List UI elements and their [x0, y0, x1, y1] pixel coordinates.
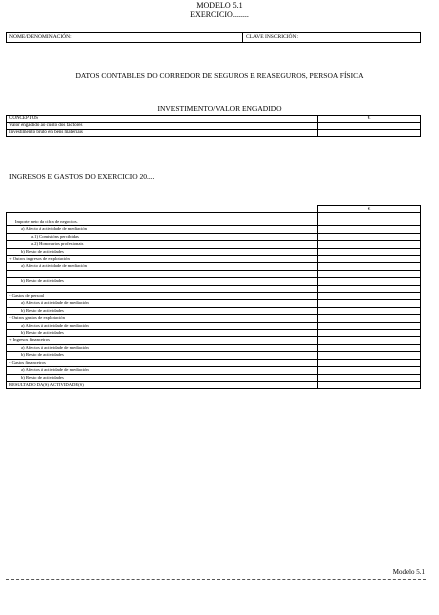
footer-dashed-rule: [6, 579, 426, 580]
income-row: [7, 263, 421, 270]
income-amount-cell[interactable]: [318, 374, 421, 381]
income-row-label: b) Resto de actividades: [7, 248, 318, 255]
footer-model-label: Modelo 5.1: [392, 568, 425, 576]
income-amount-cell[interactable]: [318, 307, 421, 314]
income-row-label: + Ingresos financeiros: [7, 337, 318, 344]
income-row: [7, 359, 421, 366]
income-row: [7, 307, 421, 314]
form-exercise-title: EXERCICIO........: [190, 10, 249, 19]
income-row: [7, 278, 421, 285]
income-amount-cell[interactable]: [318, 278, 421, 285]
income-amount-cell[interactable]: [318, 381, 421, 388]
investment-currency-header: €: [318, 116, 421, 123]
income-row-label: - Gastos de persoal: [7, 293, 318, 300]
main-title: DATOS CONTABLES DO CORREDOR DE SEGUROS E REASEGUROS, PERSOA FÍSICA: [75, 71, 364, 80]
income-amount-cell[interactable]: [318, 352, 421, 359]
income-amount-cell[interactable]: [318, 330, 421, 337]
income-row-label: b) Resto de actividades: [7, 307, 318, 314]
income-amount-cell[interactable]: [318, 337, 421, 344]
investment-concepts-header: CONCEPTOS: [7, 116, 318, 123]
income-amount-cell[interactable]: [318, 344, 421, 351]
income-row: [7, 256, 421, 263]
income-row-label: [7, 285, 318, 292]
income-row-label: a) Afectos á actividade de mediación: [7, 322, 318, 329]
investment-table: [6, 115, 421, 137]
investment-section-title: INVESTIMENTO/VALOR ENGADIDO: [157, 104, 282, 113]
income-row: [7, 322, 421, 329]
income-row: [7, 233, 421, 240]
investment-value-cell[interactable]: [318, 130, 421, 137]
investment-row: [7, 123, 421, 130]
investment-value-cell[interactable]: [318, 123, 421, 130]
income-row-label: a) Afectos á actividade de mediación: [7, 300, 318, 307]
income-amount-cell[interactable]: [318, 256, 421, 263]
income-row-label: a) Afecto á actividade de mediación: [7, 263, 318, 270]
income-row: [7, 213, 421, 226]
income-row-label: - Gastos financeiros: [7, 359, 318, 366]
income-row-label: a.1) Comisións percibidas: [7, 233, 318, 240]
income-row-label: - Outros gastos de explotación: [7, 315, 318, 322]
income-amount-cell[interactable]: [318, 233, 421, 240]
investment-row-label: Investimento bruto en bens materiais: [7, 130, 318, 137]
income-row-label: Importe neto da cifra de negocios.: [7, 213, 318, 226]
income-row: [7, 367, 421, 374]
income-amount-cell[interactable]: [318, 293, 421, 300]
income-row-label: b) Resto de actividades: [7, 330, 318, 337]
income-row: [7, 248, 421, 255]
income-row: [7, 344, 421, 351]
income-section-title: INGRESOS E GASTOS DO EXERCICIO 20....: [9, 172, 155, 181]
investment-row-label: Valor engadido ao custo dos factores: [7, 123, 318, 130]
income-amount-cell[interactable]: [318, 226, 421, 233]
income-row-label: [7, 270, 318, 277]
income-row: [7, 226, 421, 233]
income-row: [7, 293, 421, 300]
income-amount-cell[interactable]: [318, 213, 421, 226]
income-row-label: b) Resto de actividades: [7, 374, 318, 381]
name-field[interactable]: NOME/DENOMINACIÓN:: [7, 33, 243, 42]
income-row: [7, 270, 421, 277]
identification-box: [6, 32, 421, 43]
income-amount-cell[interactable]: [318, 359, 421, 366]
investment-row: [7, 130, 421, 137]
income-header-row: [7, 206, 421, 213]
income-header-spacer: [7, 206, 318, 213]
income-row-label: b) Resto de actividades: [7, 352, 318, 359]
income-row: [7, 300, 421, 307]
income-amount-cell[interactable]: [318, 367, 421, 374]
income-row: [7, 381, 421, 388]
income-amount-cell[interactable]: [318, 248, 421, 255]
income-amount-cell[interactable]: [318, 322, 421, 329]
income-row: [7, 315, 421, 322]
income-row-label: a) Afecto á actividade de mediación: [7, 226, 318, 233]
form-model-title: MODELO 5.1: [196, 1, 243, 10]
income-amount-cell[interactable]: [318, 285, 421, 292]
income-row: [7, 241, 421, 248]
income-amount-cell[interactable]: [318, 263, 421, 270]
income-row: [7, 330, 421, 337]
income-row-label: + Outros ingresos de explotación: [7, 256, 318, 263]
income-currency-header: €: [318, 206, 421, 213]
income-row-label: RESULTADO DA(S) ACTIVIDADE(S): [7, 381, 318, 388]
investment-header-row: [7, 116, 421, 123]
income-row: [7, 285, 421, 292]
income-row: [7, 337, 421, 344]
income-row-label: a) Afectos á actividade de mediación: [7, 367, 318, 374]
income-row: [7, 352, 421, 359]
income-amount-cell[interactable]: [318, 315, 421, 322]
income-row-label: a.2) Honorarios profesionais: [7, 241, 318, 248]
registration-code-field[interactable]: CLAVE INSCRICIÓN:: [246, 34, 299, 40]
income-row: [7, 374, 421, 381]
income-amount-cell[interactable]: [318, 300, 421, 307]
income-row-label: a) Afectos á actividade de mediación: [7, 344, 318, 351]
income-row-label: b) Resto de actividades: [7, 278, 318, 285]
income-amount-cell[interactable]: [318, 270, 421, 277]
income-amount-cell[interactable]: [318, 241, 421, 248]
income-expenses-table: [6, 205, 421, 389]
